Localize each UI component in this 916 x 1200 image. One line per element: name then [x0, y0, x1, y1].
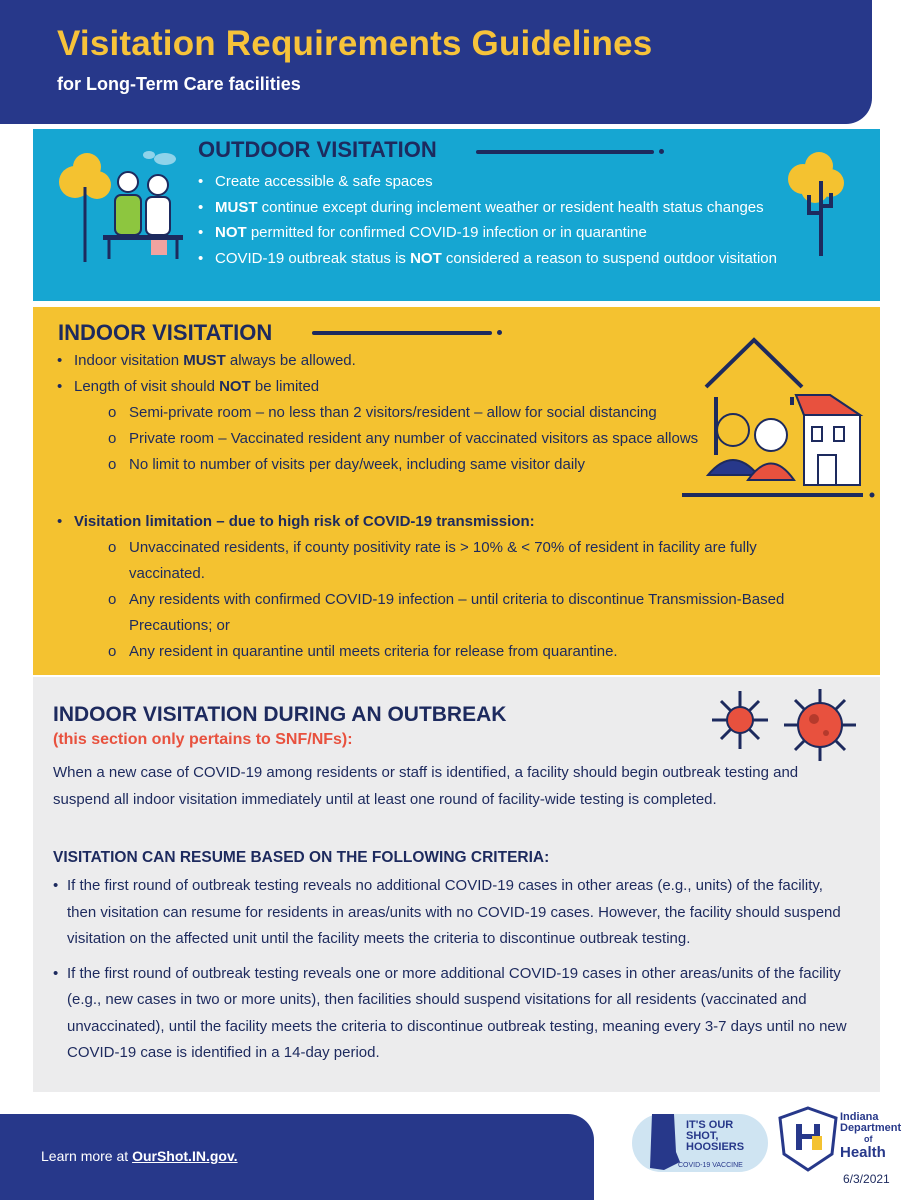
idoh-shield-icon [778, 1106, 838, 1172]
sub-list-item: o Semi-private room – no less than 2 visitors/resident – allow for social distancing [74, 400, 737, 426]
indoor-heading: INDOOR VISITATION [58, 320, 273, 345]
idoh-logo-text: Indiana Department of Health [840, 1111, 902, 1161]
ourshot-logo [632, 1114, 768, 1172]
outdoor-list [198, 169, 848, 271]
list-item: • Indoor visitation MUST always be allowed. [57, 348, 737, 374]
list-item: • If the first round of outbreak testing reveals no additional COVID-19 cases in other areas (e.g., units) of the facility, then visitation can resume for residents in areas/units with no COVID-19 cases. However, the facility should suspend visitation on the affected unit until the facility meets the criteria to discontinue outbreak testing. [53, 873, 853, 953]
sub-list-item: o Unvaccinated residents, if county positivity rate is > 10% & < 70% of resident in facility are fully vaccinated. [74, 535, 829, 587]
publish-date: 6/3/2021 [843, 1172, 890, 1186]
sub-list-item: o Any residents with confirmed COVID-19 infection – until criteria to discontinue Transmission-Based Precautions; or [74, 587, 857, 639]
outdoor-heading: OUTDOOR VISITATION [198, 137, 437, 162]
ourshot-link[interactable]: OurShot.IN.gov. [132, 1148, 238, 1164]
criteria-list [53, 873, 853, 1075]
indoor-list [57, 348, 737, 478]
virus-icon [710, 689, 870, 761]
heading-rule [476, 150, 654, 154]
list-item: • Visitation limitation – due to high risk of COVID-19 transmission: o Unvaccinated residents, if county positivity rate is > 10% & < 70% of resident in facility are fully vaccinated. o Any residents with confirmed COVID-19 infection – until criteria to discontinue Transmission-Based Precautions; or o Any resident in quarantine until meets criteria for release from quarantine. [57, 509, 857, 665]
list-item: • Length of visit should NOT be limited o Semi-private room – no less than 2 visitors/resident – allow for social distancing o Private room – Vaccinated resident any number of vaccinated visitors as space allows o No limit to number of visits per day/week, including same visitor daily [57, 374, 737, 478]
sub-list-item: o No limit to number of visits per day/week, including same visitor daily [74, 452, 737, 478]
learn-more-text: Learn more at OurShot.IN.gov. [41, 1148, 238, 1164]
outdoor-visitation-section [33, 129, 880, 301]
criteria-heading: VISITATION CAN RESUME BASED ON THE FOLLOWING CRITERIA: [53, 849, 550, 866]
ourshot-logo-text: IT'S OUR SHOT, HOOSIERS [686, 1119, 745, 1153]
outdoor-visit-illustration [53, 147, 193, 267]
indoor-visitation-section [33, 307, 880, 675]
indoor-limitation-list [57, 509, 857, 665]
list-item: • Create accessible & safe spaces [198, 169, 848, 195]
page-title: Visitation Requirements Guidelines [57, 24, 653, 63]
list-item: • NOT permitted for confirmed COVID-19 infection or in quarantine [198, 220, 848, 246]
cactus-tree-icon [785, 151, 847, 261]
outbreak-section [33, 677, 880, 1092]
ourshot-logo-tagline: COVID-19 VACCINE [678, 1162, 743, 1169]
page-subtitle: for Long-Term Care facilities [57, 74, 301, 94]
sub-list-item: o Any resident in quarantine until meets criteria for release from quarantine. [74, 639, 857, 665]
outbreak-subheading: (this section only pertains to SNF/NFs): [53, 731, 353, 748]
list-item: • If the first round of outbreak testing reveals one or more additional COVID-19 cases in other areas/units of the facility (e.g., new cases in two or more units), then facilities should suspend visitations for all residents (vaccinated and unvaccinated), until the facility meets the criteria to discontinue outbreak testing, meaning every 3-7 days until no new COVID-19 case is identified in a 14-day period. [53, 961, 853, 1067]
heading-rule [312, 331, 492, 335]
list-item: • COVID-19 outbreak status is NOT considered a reason to suspend outdoor visitation [198, 246, 848, 272]
outbreak-heading: INDOOR VISITATION DURING AN OUTBREAK [53, 703, 507, 726]
sub-list-item: o Private room – Vaccinated resident any number of vaccinated visitors as space allows [74, 426, 737, 452]
list-item: • MUST continue except during inclement weather or resident health status changes [198, 195, 848, 221]
outbreak-intro: When a new case of COVID-19 among residents or staff is identified, a facility should begin outbreak testing and suspend all indoor visitation immediately until at least one round of facility-wide testing is completed. [53, 764, 799, 808]
indoor-visit-illustration [678, 335, 878, 500]
